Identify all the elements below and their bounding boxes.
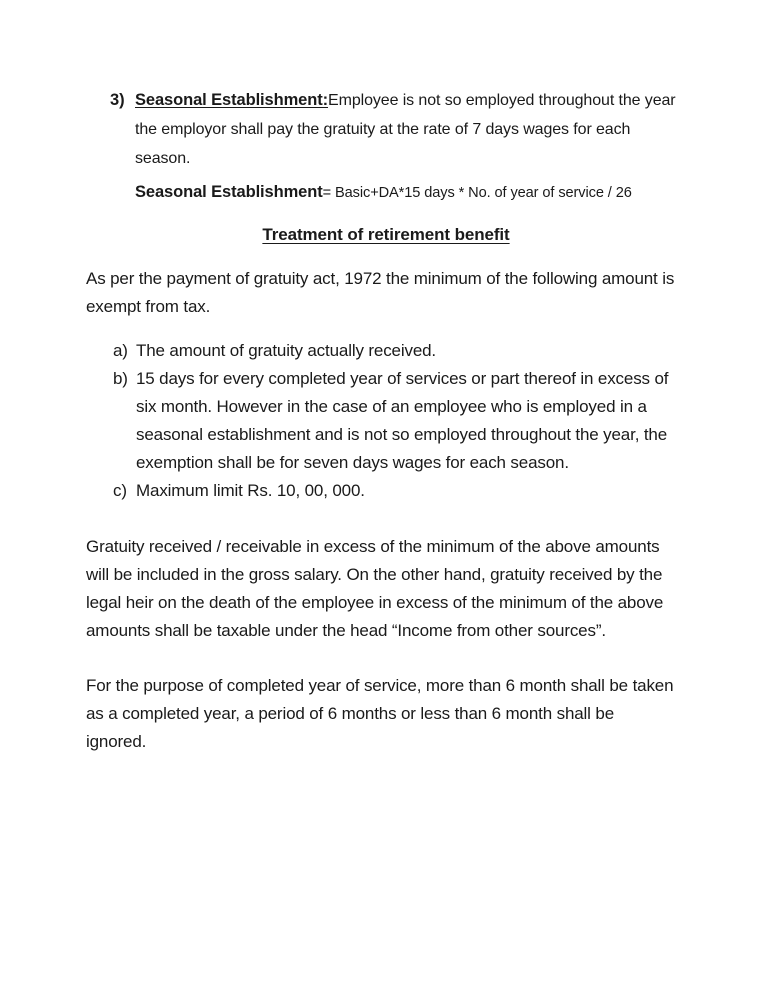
- list-marker: 3): [110, 91, 125, 109]
- list-marker-c: c): [113, 481, 127, 500]
- gratuity-paragraph: Gratuity received / receivable in excess of the minimum of the above amounts will be included in the gross salary. On the other hand, gratuity received by the legal heir on the death of the employee in excess of the minimum of the above amounts shall be taxable under the head “Income from other sources”.: [86, 537, 664, 640]
- purpose-paragraph: For the purpose of completed year of service, more than 6 month shall be taken as a completed year, a period of 6 months or less than 6 month shall be ignored.: [86, 676, 674, 751]
- section-heading: [86, 221, 686, 249]
- formula-line: [86, 178, 686, 207]
- document-content: [86, 86, 686, 756]
- list-item-text-a: The amount of gratuity actually received.: [136, 341, 437, 360]
- list-item: [86, 337, 686, 365]
- exemption-list: [86, 337, 686, 505]
- section-heading-text: Treatment of retirement benefit: [262, 225, 510, 244]
- list-item: [86, 477, 686, 505]
- numbered-item-3: [86, 86, 686, 173]
- numbered-item-text: Employee is not so employed throughout the year the employor shall pay the gratuity at the rate of 7 days wages for each season.: [135, 92, 676, 167]
- list-marker-a: a): [113, 341, 128, 360]
- seasonal-establishment-term: Seasonal Establishment:: [135, 91, 329, 109]
- intro-paragraph: As per the payment of gratuity act, 1972 the minimum of the following amount is exempt from tax.: [86, 269, 675, 316]
- formula-label: Seasonal Establishment: [135, 183, 323, 201]
- list-item-text-b: 15 days for every completed year of services or part thereof in excess of six month. However in the case of an employee who is employed in a seasonal establishment and is not so employed throughout the year, the exemption shall be for seven days wages for each season.: [136, 369, 669, 472]
- list-item: [86, 365, 686, 477]
- list-marker-b: b): [113, 369, 128, 388]
- list-item-text-c: Maximum limit Rs. 10, 00, 000.: [136, 481, 365, 500]
- formula-expression: = Basic+DA*15 days * No. of year of service / 26: [322, 185, 632, 201]
